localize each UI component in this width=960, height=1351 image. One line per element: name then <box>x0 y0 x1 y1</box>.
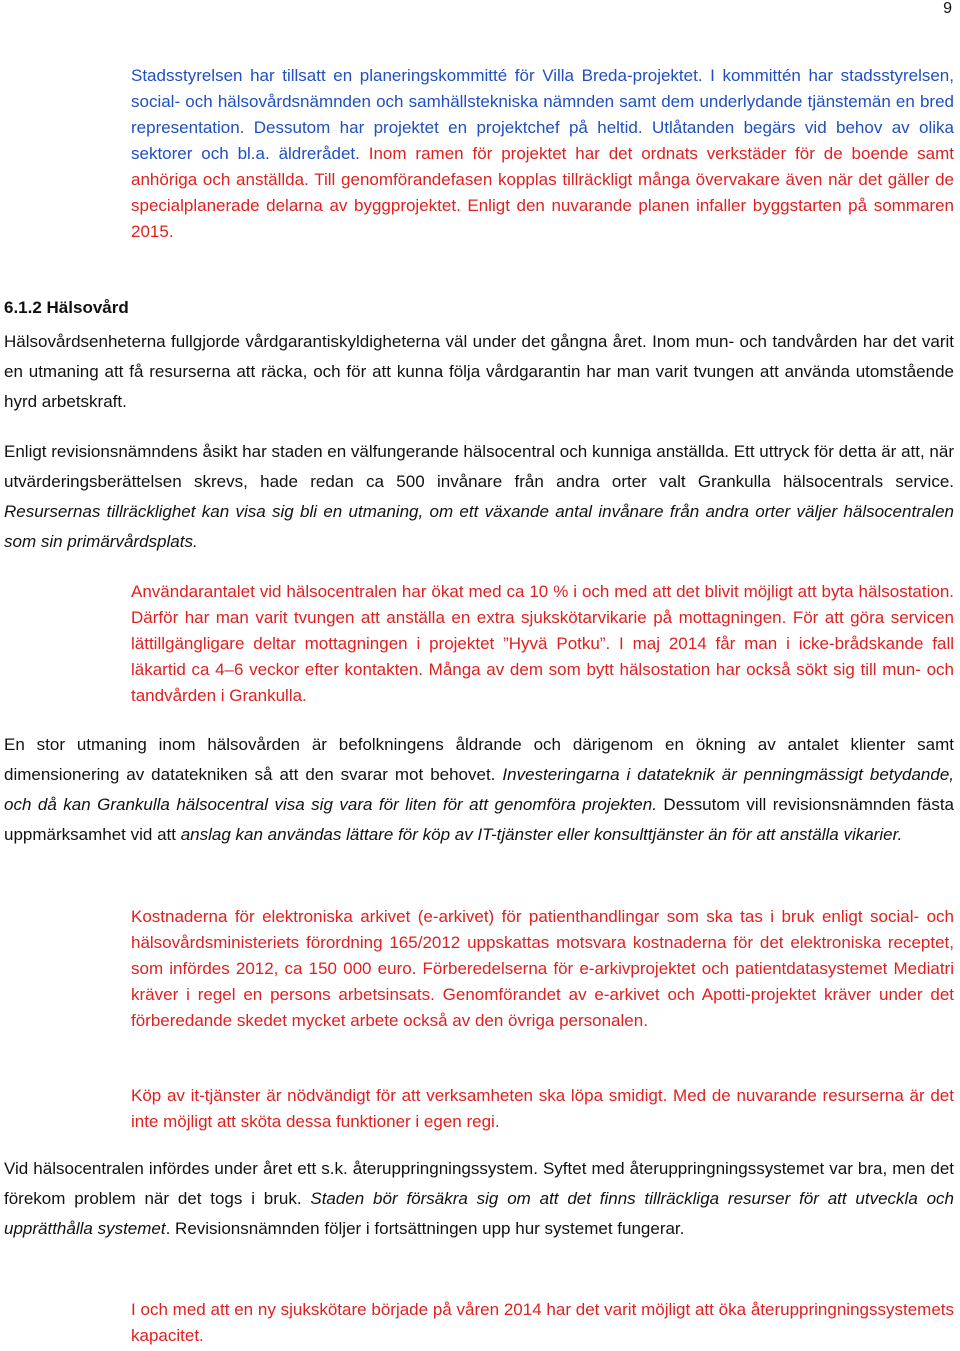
paragraph-ateruppringning-text-a: Vid hälsocentralen infördes under året ett s.k. återuppringningssystem. Syftet med återuppringningssystemet var bra, men det förekom problem när det togs i bruk. <box>4 1159 954 1208</box>
statement-it-tjanster: Köp av it-tjänster är nödvändigt för att verksamheten ska löpa smidigt. Med de nuvarande resurserna är det inte möjligt att sköta dessa funktioner i egen regi. <box>131 1086 954 1131</box>
paragraph-utmaning <box>4 730 954 850</box>
statement-sjukskotare: I och med att en ny sjukskötare började på våren 2014 har det varit möjligt att öka återuppringningssystemets kapacitet. <box>131 1300 954 1345</box>
paragraph-utmaning-text-a: En stor utmaning inom hälsovården är befolkningens åldrande och därigenom en ökning av antalet klienter samt dimensionering av datatekniken så att den svarar mot behovet. <box>4 735 954 784</box>
statement-e-arkiv: Kostnaderna för elektroniska arkivet (e-arkivet) för patienthandlingar som ska tas i bruk enligt social- och hälsovårdsministeriets förordning 165/2012 uppskattas motsvara kostnaderna för det elektroniska receptet, som infördes 2012, ca 150 000 euro. Förberedelserna för e-arkivprojektet och patientdatasystemet Mediatri kräver i regel en persons arbetsinsats. Genomförandet av e-arkivet och Apotti-projektet kräver under det förberedande skedet mycket arbete också av den övriga personalen. <box>131 907 954 1030</box>
paragraph-halsocentral-text: Enligt revisionsnämndens åsikt har staden en välfungerande hälsocentral och kunniga anställda. Ett uttryck för detta är att, när utvärderingsberättelsen skrevs, hade redan ca 500 invånare från andra orter valt Grankulla hälsocentrals service. <box>4 442 954 491</box>
section-heading: 6.1.2 Hälsovård <box>4 298 129 317</box>
paragraph-utmaning-italic-b: Investeringarna i datateknik är penningmässigt betydande, och då kan Grankulla hälsocentral visa sig vara för liten för att genomföra projekten. <box>4 765 955 814</box>
paragraph-utmaning-italic-d: anslag kan användas lättare för köp av IT-tjänster eller konsulttjänster än för att anställa vikarier. <box>180 825 903 844</box>
intro-statement-red: Inom ramen för projektet har det ordnats verkstäder för de boende samt anhöriga och anställda. Till genomförandefasen kopplas tillräckligt många övervakare även när det gäller de specialplanerade delarna av byggprojektet. Enligt den nuvarande planen infaller byggstarten på sommaren 2015. <box>131 144 954 241</box>
paragraph-vardgaranti: Hälsovårdsenheterna fullgjorde vårdgarantiskyldigheterna väl under det gångna året. Inom mun- och tandvården har det varit en utmaning att få resurserna att räcka, och för att kunna följa vårdgarantin har man varit tvungen att använda utomstående hyrd arbetskraft. <box>4 332 954 411</box>
paragraph-halsocentral-italic: Resursernas tillräcklighet kan visa sig bli en utmaning, om ett växande antal invånare från andra orter väljer hälsocentralen som sin primärvårdsplats. <box>4 502 954 551</box>
intro-statement-blue: Stadsstyrelsen har tillsatt en planeringskommitté för Villa Breda-projektet. I kommittén har stadsstyrelsen, social- och hälsovårdsnämnden och samhällstekniska nämnden samt dem underlydande tjänstemän en bred representation. Dessutom har projektet en projektchef på heltid. Utlåtanden begärs vid behov av olika sektorer och bl.a. äldrerådet. <box>131 66 954 163</box>
paragraph-utmaning-text-c: Dessutom vill revisionsnämnden fästa uppmärksamhet vid att <box>4 795 954 844</box>
page-number: 9 <box>943 0 952 17</box>
statement-anvandarantal: Användarantalet vid hälsocentralen har ökat med ca 10 % i och med att det blivit möjligt att byta hälsostation. Därför har man varit tvungen att anställa en extra sjukskötarvikarie på mottagningen. För att göra servicen lättillgängligare deltar mottagningen i projektet ”Hyvä Potku”. I maj 2014 får man i icke-brådskande fall läkartid ca 4–6 veckor efter kontakten. Många av dem som bytt hälsostation har också sökt sig till mun- och tandvården i Grankulla. <box>131 582 954 705</box>
paragraph-ateruppringning-text-c: . Revisionsnämnden följer i fortsättningen upp hur systemet fungerar. <box>165 1219 685 1238</box>
paragraph-ateruppringning <box>4 1154 954 1244</box>
paragraph-ateruppringning-italic-b: Staden bör försäkra sig om att det finns tillräckliga resurser för att utveckla och upprätthålla systemet <box>4 1189 954 1238</box>
paragraph-halsocentral <box>4 437 954 557</box>
intro-paragraph <box>131 63 954 245</box>
